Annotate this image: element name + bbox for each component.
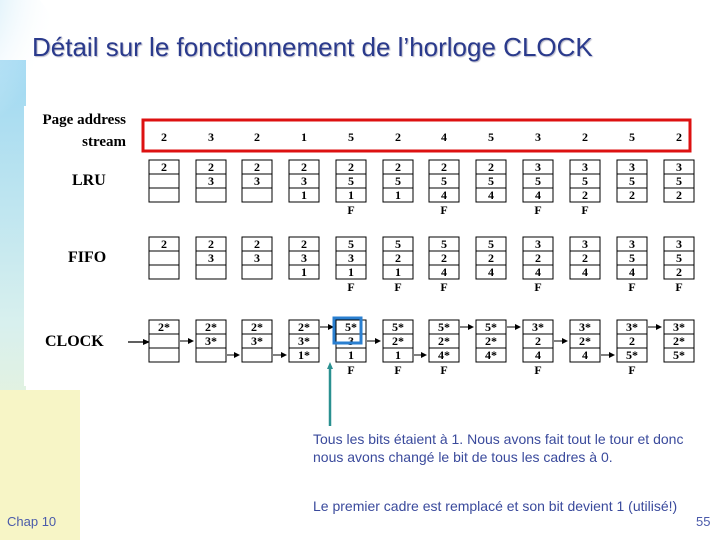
stream-box: [143, 120, 690, 151]
page-fault-marker: F: [394, 363, 402, 377]
stream-value: 4: [441, 130, 447, 144]
clock-frame-column: [149, 320, 179, 362]
frame-value: 3: [208, 251, 214, 265]
frame-value: 2: [161, 160, 167, 174]
fifo-frame-column: [196, 237, 226, 279]
frame-value: 5*: [438, 320, 450, 334]
frame-value: 5*: [392, 320, 404, 334]
frame-value: 2*: [438, 334, 450, 348]
note-bits-reset: Tous les bits étaient à 1. Nous avons fait tout le tour et donc nous avons changé le bit de tous les cadres à 0.: [313, 431, 684, 465]
fifo-frame-column: [429, 237, 459, 294]
frame-cell: [242, 348, 272, 362]
frame-value: 2*: [205, 320, 217, 334]
frame-value: 3: [676, 160, 682, 174]
frame-cell: [242, 265, 272, 279]
stream-value: 2: [254, 130, 260, 144]
frame-value: 3: [208, 174, 214, 188]
fifo-frame-column: [617, 237, 647, 294]
frame-value: 5: [395, 174, 401, 188]
frame-value: 2*: [158, 320, 170, 334]
lru-frame-column: [383, 160, 413, 202]
frame-value: 2: [629, 188, 635, 202]
frame-cell: [196, 188, 226, 202]
fifo-frame-column: [242, 237, 272, 279]
frame-cell: [149, 251, 179, 265]
frame-value: 2: [348, 160, 354, 174]
frame-value: 5*: [626, 348, 638, 362]
clock-frame-column: [617, 320, 647, 377]
clock-frame-column: [523, 320, 553, 377]
frame-value: 5: [676, 251, 682, 265]
frame-value: 2: [441, 251, 447, 265]
lru-frame-column: [336, 160, 366, 217]
lru-frame-column: [523, 160, 553, 217]
frame-value: 2: [395, 251, 401, 265]
fifo-frame-column: [570, 237, 600, 279]
frame-value: 2: [488, 251, 494, 265]
stream-value: 2: [676, 130, 682, 144]
clock-pointer-arrowhead: [281, 352, 287, 358]
clock-pointer-arrowhead: [562, 338, 568, 344]
frame-value: 3*: [626, 320, 638, 334]
page-fault-marker: F: [534, 280, 542, 294]
row-label-lru: LRU: [72, 172, 106, 189]
frame-value: 2: [676, 188, 682, 202]
frame-value: 5: [582, 174, 588, 188]
frame-cell: [149, 265, 179, 279]
frame-value: 3*: [532, 320, 544, 334]
frame-cell: [242, 188, 272, 202]
page-fault-marker: F: [628, 280, 636, 294]
frame-value: 2*: [673, 334, 685, 348]
frame-cell: [149, 174, 179, 188]
stream-value: 5: [348, 130, 354, 144]
frame-value: 2: [208, 160, 214, 174]
clock-frame-column: [196, 320, 226, 362]
fifo-frame-column: [149, 237, 179, 279]
page-fault-marker: F: [628, 363, 636, 377]
frame-value: 3: [535, 237, 541, 251]
lru-frame-column: [429, 160, 459, 217]
frame-value: 4: [535, 265, 541, 279]
lru-frame-column: [617, 160, 647, 202]
page-fault-marker: F: [534, 363, 542, 377]
stream-value: 3: [208, 130, 214, 144]
lru-frame-column: [242, 160, 272, 202]
clock-frame-column: [383, 320, 413, 377]
frame-value: 2: [582, 251, 588, 265]
frame-value: 2: [395, 160, 401, 174]
clock-frame-column: [570, 320, 600, 362]
frame-cell: [196, 348, 226, 362]
frame-value: 2: [301, 237, 307, 251]
frame-value: 2: [441, 160, 447, 174]
fifo-frame-column: [336, 237, 366, 294]
stream-value: 3: [535, 130, 541, 144]
stream-value: 5: [629, 130, 635, 144]
frame-value: 3: [254, 174, 260, 188]
frame-value: 2*: [485, 334, 497, 348]
frame-value: 3: [301, 174, 307, 188]
fifo-frame-column: [523, 237, 553, 294]
page-fault-marker: F: [440, 363, 448, 377]
stream-value: 2: [582, 130, 588, 144]
frame-value: 3: [301, 251, 307, 265]
clock-pointer-arrowhead: [656, 324, 662, 330]
fifo-frame-column: [289, 237, 319, 279]
frame-value: 5: [441, 174, 447, 188]
callout-arrowhead: [327, 362, 333, 369]
frame-value: 1: [348, 188, 354, 202]
clock-pointer-arrowhead: [468, 324, 474, 330]
clock-pointer-arrowhead: [609, 352, 615, 358]
frame-value: 3: [676, 237, 682, 251]
frame-value: 5: [629, 174, 635, 188]
row-label-fifo: FIFO: [68, 249, 107, 266]
clock-pointer-arrowhead: [515, 324, 521, 330]
frame-value: 5: [676, 174, 682, 188]
frame-value: 1: [395, 265, 401, 279]
frame-value: 4*: [438, 348, 450, 362]
page-fault-marker: F: [675, 280, 683, 294]
frame-value: 4: [535, 188, 541, 202]
stream-value: 2: [395, 130, 401, 144]
frame-value: 2*: [251, 320, 263, 334]
page-fault-marker: F: [440, 280, 448, 294]
note-frame-replaced: Le premier cadre est remplacé et son bit devient 1 (utilisé!): [313, 498, 678, 514]
stream-label-line1: Page address: [42, 112, 126, 128]
frame-value: 4: [582, 265, 588, 279]
frame-value: 3: [629, 160, 635, 174]
frame-value: 5*: [485, 320, 497, 334]
frame-cell: [149, 334, 179, 348]
frame-value: 4: [441, 188, 447, 202]
frame-value: 4: [441, 265, 447, 279]
frame-value: 3*: [298, 334, 310, 348]
frame-value: 5: [488, 237, 494, 251]
frame-value: 2: [676, 265, 682, 279]
footer-chapter: Chap 10: [7, 514, 57, 529]
page-fault-marker: F: [347, 363, 355, 377]
frame-value: 1: [348, 348, 354, 362]
stream-label-line2: stream: [82, 134, 126, 150]
fifo-frame-column: [476, 237, 506, 279]
lru-frame-column: [570, 160, 600, 217]
frame-cell: [149, 188, 179, 202]
frame-value: 5: [441, 237, 447, 251]
frame-value: 3*: [673, 320, 685, 334]
clock-pointer-arrowhead: [421, 352, 427, 358]
clock-frame-column: [289, 320, 319, 362]
frame-value: 3: [629, 237, 635, 251]
frame-value: 3: [254, 251, 260, 265]
lru-frame-column: [476, 160, 506, 202]
frame-value: 2: [161, 237, 167, 251]
frame-value: 5: [395, 237, 401, 251]
frame-value: 3*: [251, 334, 263, 348]
frame-value: 3: [582, 237, 588, 251]
frame-value: 3: [348, 251, 354, 265]
page-fault-marker: F: [440, 203, 448, 217]
clock-pointer-arrowhead: [234, 352, 240, 358]
frame-value: 2: [301, 160, 307, 174]
frame-value: 1: [395, 348, 401, 362]
frame-value: 2*: [392, 334, 404, 348]
frame-cell: [196, 265, 226, 279]
page-fault-marker: F: [347, 280, 355, 294]
page-number: 55: [696, 514, 711, 529]
frame-cell: [149, 348, 179, 362]
stream-value: 5: [488, 130, 494, 144]
frame-value: 4*: [485, 348, 497, 362]
page-fault-marker: F: [394, 280, 402, 294]
page-title: Détail sur le fonctionnement de l’horloge CLOCK: [32, 32, 593, 62]
lru-frame-column: [196, 160, 226, 202]
frame-value: 4: [488, 188, 494, 202]
fifo-frame-column: [664, 237, 694, 294]
frame-value: 2: [629, 334, 635, 348]
frame-value: 4: [535, 348, 541, 362]
lru-frame-column: [149, 160, 179, 202]
frame-value: 2: [254, 160, 260, 174]
frame-value: 5: [488, 174, 494, 188]
frame-value: 3*: [205, 334, 217, 348]
clock-frame-column: [476, 320, 506, 362]
frame-value: 4: [582, 348, 588, 362]
frame-value: 2*: [579, 334, 591, 348]
frame-value: 4: [629, 265, 635, 279]
frame-value: 2: [582, 188, 588, 202]
clock-frame-column: [429, 320, 459, 377]
fifo-frame-column: [383, 237, 413, 294]
frame-value: 3: [535, 160, 541, 174]
frame-value: 5: [348, 237, 354, 251]
page-fault-marker: F: [534, 203, 542, 217]
frame-value: 5*: [345, 320, 357, 334]
frame-value: 5: [535, 174, 541, 188]
clock-pointer-arrowhead: [375, 338, 381, 344]
frame-value: 1: [301, 188, 307, 202]
frame-value: 2: [488, 160, 494, 174]
frame-value: 2: [208, 237, 214, 251]
lru-frame-column: [289, 160, 319, 202]
frame-value: 1: [301, 265, 307, 279]
frame-value: 2*: [298, 320, 310, 334]
frame-value: 2: [254, 237, 260, 251]
stream-value: 2: [161, 130, 167, 144]
page-fault-marker: F: [581, 203, 589, 217]
frame-value: 4: [488, 265, 494, 279]
frame-value: 3: [348, 334, 354, 348]
clock-pointer-arrowhead: [188, 338, 194, 344]
frame-value: 2: [535, 334, 541, 348]
stream-value: 1: [301, 130, 307, 144]
frame-value: 1*: [298, 348, 310, 362]
frame-value: 5: [629, 251, 635, 265]
frame-value: 3: [582, 160, 588, 174]
frame-value: 1: [395, 188, 401, 202]
row-label-clock: CLOCK: [45, 333, 104, 350]
frame-value: 2: [535, 251, 541, 265]
frame-value: 5*: [673, 348, 685, 362]
page-fault-marker: F: [347, 203, 355, 217]
clock-frame-column: [242, 320, 272, 362]
frame-value: 3*: [579, 320, 591, 334]
frame-value: 5: [348, 174, 354, 188]
lru-frame-column: [664, 160, 694, 202]
frame-value: 1: [348, 265, 354, 279]
clock-frame-column: [664, 320, 694, 362]
